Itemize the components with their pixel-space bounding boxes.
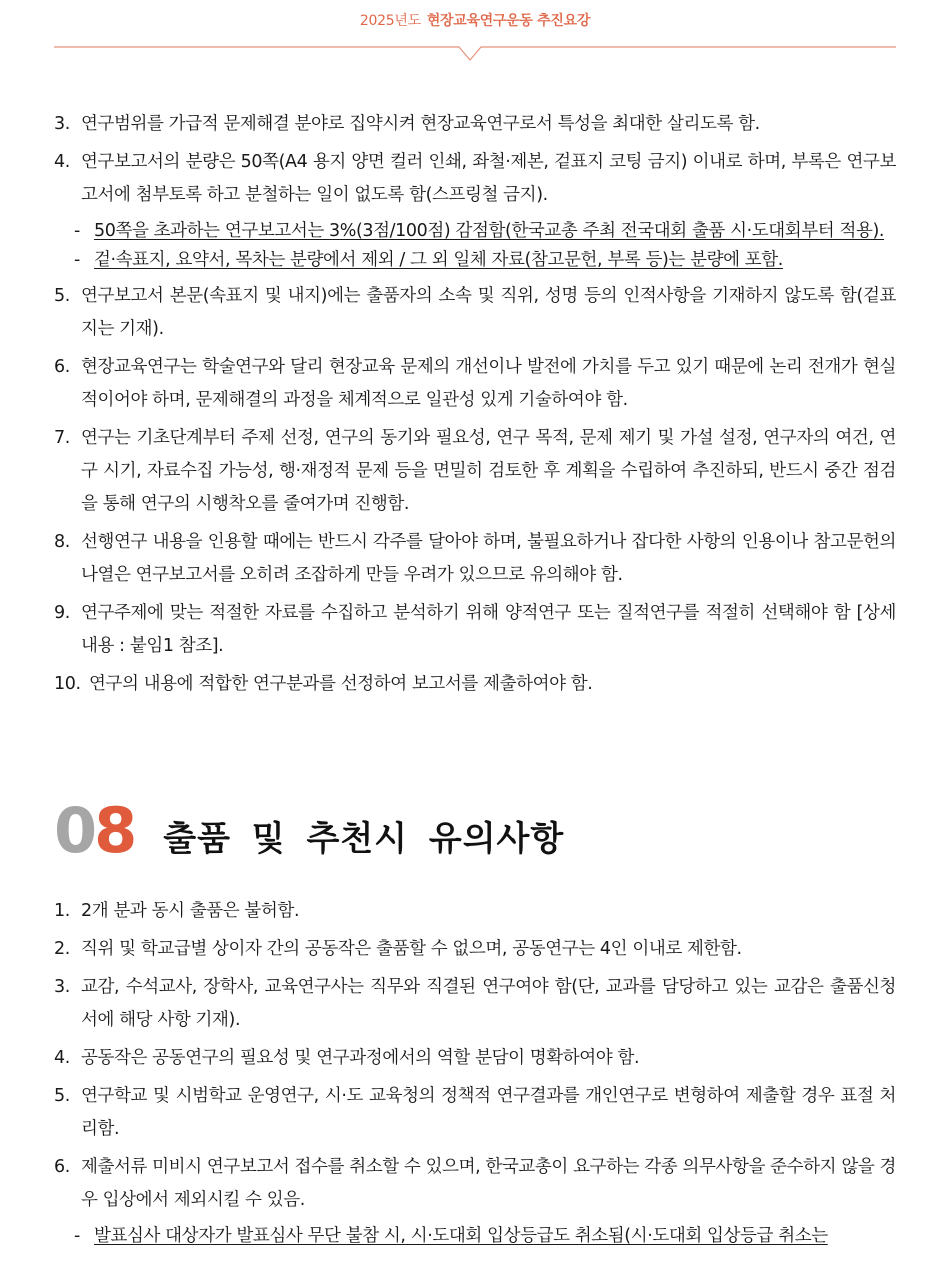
- list-item: [54, 971, 896, 1037]
- list-item-number: 3.: [54, 114, 70, 134]
- sub-item: [54, 246, 896, 275]
- list-item: [54, 351, 896, 417]
- list-item: [54, 526, 896, 592]
- header-title: 현장교육연구운동 추진요강: [426, 13, 591, 29]
- list-item-text: 제출서류 미비시 연구보고서 접수를 취소할 수 있으며, 한국교총이 요구하는 각종 의무사항을 준수하지 않을 경우 입상에서 제외시킬 수 있음.: [81, 1157, 897, 1210]
- list-item-number: 6.: [54, 357, 70, 377]
- header-divider: [54, 38, 896, 68]
- list-item-number: 4.: [54, 1048, 70, 1068]
- list-item: [54, 108, 896, 141]
- section-title: 출품 및 추천시 유의사항: [163, 818, 565, 859]
- list-item: [54, 1080, 896, 1146]
- list-item-number: 5.: [54, 1086, 70, 1106]
- list-item-number: 7.: [54, 428, 70, 448]
- list-item-number: 10.: [54, 674, 81, 694]
- list-item-number: 5.: [54, 286, 70, 306]
- list-item-text: 연구보고서 본문(속표지 및 내지)에는 출품자의 소속 및 직위, 성명 등의 인적사항을 기재하지 않도록 함(겉표지는 기재).: [81, 286, 896, 339]
- header-year: 2025년도: [359, 13, 421, 29]
- precaution-list: [54, 895, 896, 1256]
- sub-item-text: 발표심사 대상자가 발표심사 무단 불참 시, 시·도대회 입상등급도 취소됨(시·도대회 입상등급 취소는: [94, 1226, 828, 1246]
- section-number: 8: [94, 794, 138, 867]
- list-item-number: 4.: [54, 152, 70, 172]
- list-item-number: 1.: [54, 901, 70, 921]
- list-item-text: 연구는 기초단계부터 주제 선정, 연구의 동기와 필요성, 연구 목적, 문제 제기 및 가설 설정, 연구자의 여건, 연구 시기, 자료수집 가능성, 행·재정적 문제 등을 면밀히 검토한 후 계획을 수립하여 추진하되, 반드시 중간 점검을 통해 연구의 시행착오를 줄여가며 진행함.: [81, 428, 896, 514]
- list-item-text: 연구범위를 가급적 문제해결 분야로 집약시켜 현장교육연구로서 특성을 최대한 살리도록 함.: [81, 114, 760, 134]
- section-heading: [54, 796, 564, 866]
- list-item: [54, 422, 896, 521]
- list-item-number: 3.: [54, 977, 70, 997]
- list-item: [54, 668, 896, 701]
- list-item-text: 공동작은 공동연구의 필요성 및 연구과정에서의 역할 분담이 명확하여야 함.: [81, 1048, 640, 1068]
- section-number-prefix: 0: [54, 794, 95, 867]
- list-item: [54, 146, 896, 212]
- list-item-number: 8.: [54, 532, 70, 552]
- list-item-text: 현장교육연구는 학술연구와 달리 현장교육 문제의 개선이나 발전에 가치를 두고 있기 때문에 논리 전개가 현실적이어야 하며, 문제해결의 과정을 체계적으로 일관성 있게 기술하여야 함.: [81, 357, 896, 410]
- sub-item-text: 겉·속표지, 요약서, 목차는 분량에서 제외 / 그 외 일체 자료(참고문헌, 부록 등)는 분량에 포함.: [94, 250, 783, 270]
- sub-item-dash: -: [74, 1226, 80, 1246]
- list-item-text: 연구주제에 맞는 적절한 자료를 수집하고 분석하기 위해 양적연구 또는 질적연구를 적절히 선택해야 함 [상세내용 : 붙임1 참조].: [81, 603, 896, 656]
- list-item-text: 연구의 내용에 적합한 연구분과를 선정하여 보고서를 제출하여야 함.: [89, 674, 593, 694]
- list-item-text: 연구학교 및 시범학교 운영연구, 시·도 교육청의 정책적 연구결과를 개인연구로 변형하여 제출할 경우 표절 처리함.: [81, 1086, 896, 1139]
- list-item: [54, 280, 896, 346]
- list-item-text: 연구보고서의 분량은 50쪽(A4 용지 양면 컬러 인쇄, 좌철·제본, 겉표지 코팅 금지) 이내로 하며, 부록은 연구보고서에 첨부토록 하고 분철하는 일이 없도록 함(스프링철 금지).: [81, 152, 896, 205]
- list-item: [54, 933, 896, 966]
- sub-item-dash: -: [74, 221, 80, 241]
- list-item-text: 교감, 수석교사, 장학사, 교육연구사는 직무와 직결된 연구여야 함(단, 교과를 담당하고 있는 교감은 출품신청서에 해당 사항 기재).: [81, 977, 896, 1030]
- list-item: [54, 597, 896, 663]
- list-item: [54, 895, 896, 928]
- list-item-number: 9.: [54, 603, 70, 623]
- guideline-list: [54, 108, 896, 706]
- sub-item: [54, 1222, 896, 1251]
- running-header: [0, 10, 950, 30]
- list-item: [54, 1042, 896, 1075]
- list-item-text: 직위 및 학교급별 상이자 간의 공동작은 출품할 수 없으며, 공동연구는 4인 이내로 제한함.: [81, 939, 742, 959]
- list-item: [54, 1151, 896, 1217]
- list-item-number: 2.: [54, 939, 70, 959]
- list-item-number: 6.: [54, 1157, 70, 1177]
- sub-item: [54, 217, 896, 246]
- sub-item-text: 50쪽을 초과하는 연구보고서는 3%(3점/100점) 감점함(한국교총 주최 전국대회 출품 시·도대회부터 적용).: [94, 221, 885, 241]
- list-item-text: 2개 분과 동시 출품은 불허함.: [81, 901, 300, 921]
- sub-item-dash: -: [74, 250, 80, 270]
- list-item-text: 선행연구 내용을 인용할 때에는 반드시 각주를 달아야 하며, 불필요하거나 잡다한 사항의 인용이나 참고문헌의 나열은 연구보고서를 오히려 조잡하게 만들 우려가 있으므로 유의해야 함.: [81, 532, 896, 585]
